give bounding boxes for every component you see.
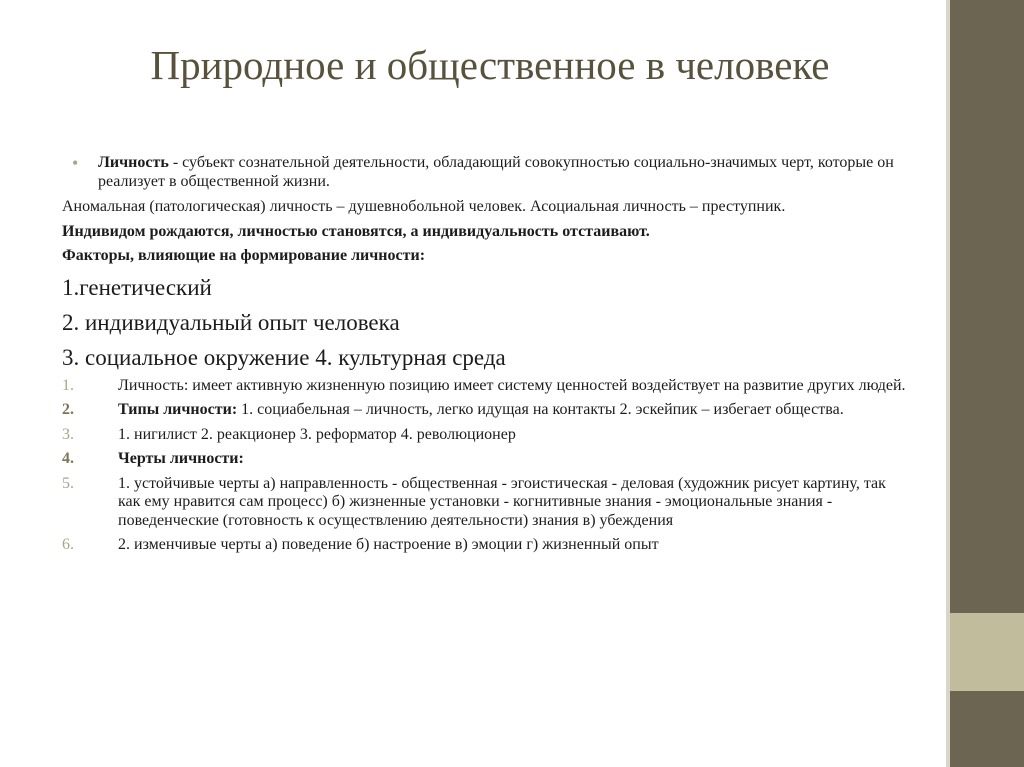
definition-term: Личность <box>98 154 169 171</box>
item-number: 5. <box>62 474 74 492</box>
item-label: Черты личности: <box>118 450 244 467</box>
numbered-item-6 <box>62 536 912 555</box>
numbered-item-1 <box>62 377 912 396</box>
item-number: 2. <box>62 401 74 418</box>
numbered-item-2 <box>62 401 912 420</box>
factor-social: 3. социальное окружение 4. культурная среда <box>62 344 506 370</box>
slide-body <box>62 154 912 561</box>
item-number: 3. <box>62 425 74 443</box>
item-text: 2. изменчивые черты а) поведение б) настроение в) эмоции г) жизненный опыт <box>118 536 659 553</box>
numbered-item-3 <box>62 426 912 445</box>
paragraph-factors: Факторы, влияющие на формирование личности: <box>62 247 426 264</box>
slide-title: Природное и общественное в человеке <box>150 42 830 88</box>
definition-bullet <box>62 154 912 191</box>
factor-genetic: 1.генетический <box>62 274 212 300</box>
item-text: 1. нигилист 2. реакционер 3. реформатор 4. революционер <box>118 425 516 443</box>
paragraph-anomalous: Аномальная (патологическая) личность – душевнобольной человек. Асоциальная личность – преступник. <box>62 198 786 215</box>
item-label: Типы личности: <box>118 401 238 418</box>
numbered-item-5 <box>62 475 912 531</box>
item-text: 1. социабельная – личность, легко идущая на контакты 2. эскейпик – избегает общества. <box>237 401 844 418</box>
paragraph-individual: Индивидом рождаются, личностью становятся, а индивидуальность отстаивают. <box>62 222 650 240</box>
numbered-item-4 <box>62 450 912 469</box>
item-number: 1. <box>62 376 74 394</box>
item-text: Личность: имеет активную жизненную позицию имеет систему ценностей воздействует на развитие других людей. <box>118 376 906 394</box>
item-number: 6. <box>62 536 74 553</box>
bullet-dot-icon: • <box>72 153 79 173</box>
side-bar-accent-block <box>950 613 1024 691</box>
factor-experience: 2. индивидуальный опыт человека <box>62 309 400 335</box>
definition-text: - субъект сознательной деятельности, обладающий совокупностью социально-значимых черт, которые он реализует в общественной жизни. <box>98 154 894 190</box>
item-number: 4. <box>62 450 74 467</box>
item-text: 1. устойчивые черты а) направленность - общественная - эгоистическая - деловая (художник рисует картину, так как ему нравится сам процесс) б) жизненные установки - когнитивные знания - эмоциональные знания - поведенческие (готовность к осуществлению деятельности) знания в) убеждения <box>118 474 886 529</box>
